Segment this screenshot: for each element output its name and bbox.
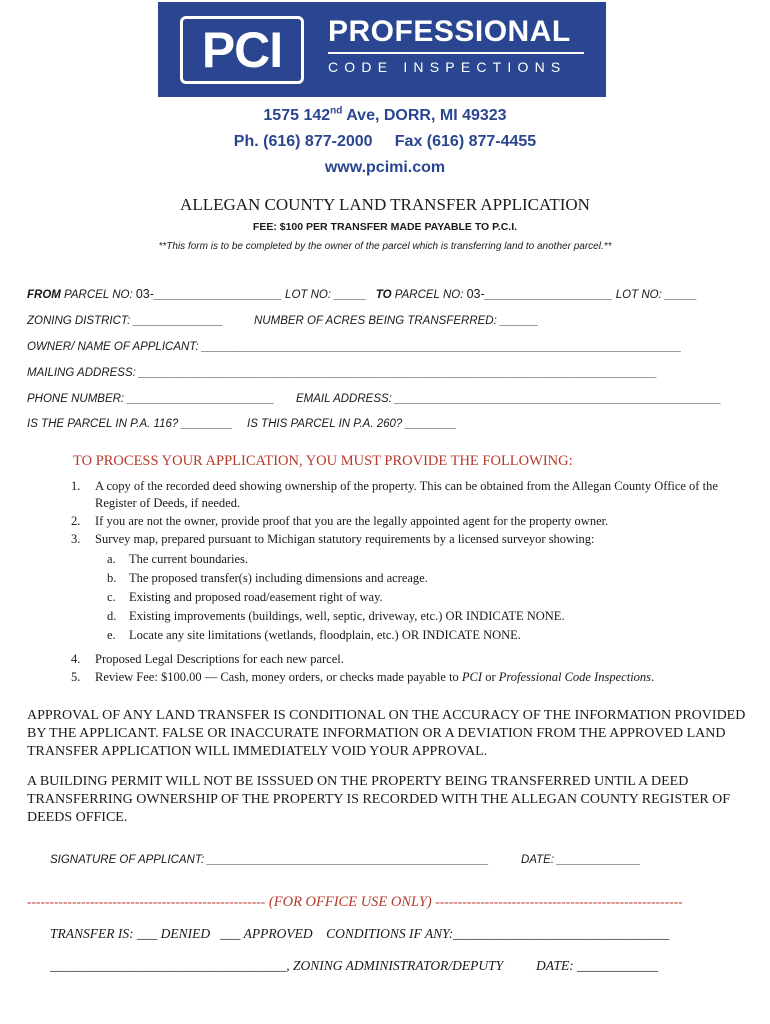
email-field[interactable]: EMAIL ADDRESS: ___________________________________________________ bbox=[296, 393, 722, 405]
page-title: ALLEGAN COUNTY LAND TRANSFER APPLICATION bbox=[180, 195, 590, 214]
address bbox=[0, 106, 770, 126]
sub-item-text: Existing improvements (buildings, well, septic, driveway, etc.) OR INDICATE NONE. bbox=[129, 609, 565, 623]
sub-item-letter: e. bbox=[107, 628, 116, 642]
address-number: 1575 142 bbox=[263, 107, 331, 124]
form-note: **This form is to be completed by the owner of the parcel which is transferring land to another parcel.** bbox=[158, 241, 612, 252]
sub-item-text: The current boundaries. bbox=[129, 552, 249, 566]
owner-field[interactable]: OWNER/ NAME OF APPLICANT: ___________________________________________________________________________ bbox=[27, 341, 682, 353]
item-number: 5. bbox=[71, 670, 81, 684]
fee-line: FEE: $100 PER TRANSFER MADE PAYABLE TO P.C.I. bbox=[252, 221, 518, 233]
address-street: Ave, DORR, MI 49323 bbox=[342, 107, 507, 124]
fee-text: Review Fee: $100.00 — Cash, money orders, or checks made payable to bbox=[95, 670, 462, 684]
logo-divider bbox=[328, 52, 584, 54]
item-text: Survey map, prepared pursuant to Michigan statutory requirements by a licensed surveyor showing: bbox=[95, 532, 595, 546]
item-text: If you are not the owner, provide proof that you are the legally appointed agent for the property owner. bbox=[95, 514, 609, 528]
signature-date-field[interactable]: DATE: _____________ bbox=[521, 854, 641, 866]
from-label: FROM bbox=[27, 289, 61, 301]
to-label: TO bbox=[375, 289, 392, 301]
to-lot-field[interactable]: LOT NO: _____ bbox=[612, 289, 697, 301]
to-parcel-prefix: 03- bbox=[466, 287, 485, 301]
item-number: 1. bbox=[71, 479, 81, 493]
office-date-field[interactable]: DATE: ____________ bbox=[536, 958, 659, 973]
item-text bbox=[95, 669, 731, 686]
acres-field[interactable]: NUMBER OF ACRES BEING TRANSFERRED: ______ bbox=[254, 315, 539, 327]
pa260-field[interactable]: IS THIS PARCEL IN P.A. 260? ________ bbox=[247, 418, 457, 430]
zoning-admin-field[interactable]: ___________________________________, ZONING ADMINISTRATOR/DEPUTY bbox=[50, 958, 504, 973]
phone-field[interactable]: PHONE NUMBER: _______________________ bbox=[27, 393, 275, 405]
sub-item-letter: d. bbox=[107, 609, 117, 623]
pci-logo bbox=[158, 2, 606, 97]
address-suffix: nd bbox=[330, 105, 343, 117]
or-text: or bbox=[482, 670, 499, 684]
pa116-field[interactable]: IS THE PARCEL IN P.A. 116? ________ bbox=[27, 418, 233, 430]
requirements-heading: TO PROCESS YOUR APPLICATION, YOU MUST PROVIDE THE FOLLOWING: bbox=[73, 453, 573, 469]
pci-name: PCI bbox=[461, 670, 483, 684]
to-parcel-field[interactable]: ____________________ bbox=[484, 289, 613, 301]
transfer-status-field[interactable]: TRANSFER IS: ___ DENIED ___ APPROVED CONDITIONS IF ANY:________________________________ bbox=[50, 926, 670, 941]
sub-item-letter: a. bbox=[107, 552, 116, 566]
signature-field[interactable]: SIGNATURE OF APPLICANT: ____________________________________________ bbox=[50, 854, 489, 866]
item-text: Proposed Legal Descriptions for each new parcel. bbox=[95, 652, 344, 666]
dashes-right: ------------------------------------------------------- bbox=[435, 894, 683, 909]
parcel-row bbox=[27, 286, 697, 303]
sub-item-text: Locate any site limitations (wetlands, floodplain, etc.) OR INDICATE NONE. bbox=[129, 628, 521, 642]
sub-item-text: The proposed transfer(s) including dimensions and acreage. bbox=[129, 571, 428, 585]
to-parcel-label: PARCEL NO: bbox=[391, 289, 467, 301]
permit-paragraph: A BUILDING PERMIT WILL NOT BE ISSSUED ON THE PROPERTY BEING TRANSFERRED UNTIL A DEED TRANSFERRING OWNERSHIP OF THE PROPERTY IS RECORDED WITH THE ALLEGAN COUNTY REGISTER OF DEEDS OFFICE. bbox=[27, 774, 731, 825]
office-use-divider bbox=[27, 893, 743, 911]
from-parcel-label: PARCEL NO: bbox=[60, 289, 136, 301]
item-number: 4. bbox=[71, 652, 81, 666]
from-parcel-field[interactable]: ____________________ bbox=[153, 289, 282, 301]
item-text: A copy of the recorded deed showing ownership of the property. This can be obtained from the Allegan County Office of the Register of Deeds, if needed. bbox=[95, 479, 718, 510]
approval-paragraph: APPROVAL OF ANY LAND TRANSFER IS CONDITIONAL ON THE ACCURACY OF THE INFORMATION PROVIDED BY THE APPLICANT. FALSE OR INACCURATE INFORMATION OR A DEVIATION FROM THE APPROVED LAND TRANSFER APPLICATION WILL IMMEDIATELY VOID YOUR APPROVAL. bbox=[27, 708, 746, 759]
logo-mark: PCI bbox=[201, 22, 283, 78]
logo-box bbox=[180, 16, 304, 84]
office-use-label: (FOR OFFICE USE ONLY) bbox=[265, 894, 436, 910]
pci-full-name: Professional Code Inspections bbox=[498, 670, 652, 684]
logo-line1: PROFESSIONAL bbox=[328, 15, 571, 48]
from-lot-field[interactable]: LOT NO: _____ bbox=[281, 289, 376, 301]
sub-item-letter: c. bbox=[107, 590, 116, 604]
from-parcel-prefix: 03- bbox=[135, 287, 154, 301]
zoning-field[interactable]: ZONING DISTRICT: ______________ bbox=[27, 315, 224, 327]
phone-fax: Ph. (616) 877-2000 Fax (616) 877-4455 bbox=[233, 133, 537, 150]
item-number: 3. bbox=[71, 532, 81, 546]
dashes-left: ----------------------------------------------------- bbox=[27, 894, 266, 909]
period: . bbox=[651, 670, 655, 684]
logo-line2: CODE INSPECTIONS bbox=[328, 59, 567, 75]
mailing-address-field[interactable]: MAILING ADDRESS: _________________________________________________________________________________ bbox=[27, 367, 658, 379]
sub-item-letter: b. bbox=[107, 571, 117, 585]
website-link[interactable]: www.pcimi.com bbox=[324, 159, 446, 176]
sub-item-text: Existing and proposed road/easement right of way. bbox=[129, 590, 383, 604]
item-number: 2. bbox=[71, 514, 81, 528]
